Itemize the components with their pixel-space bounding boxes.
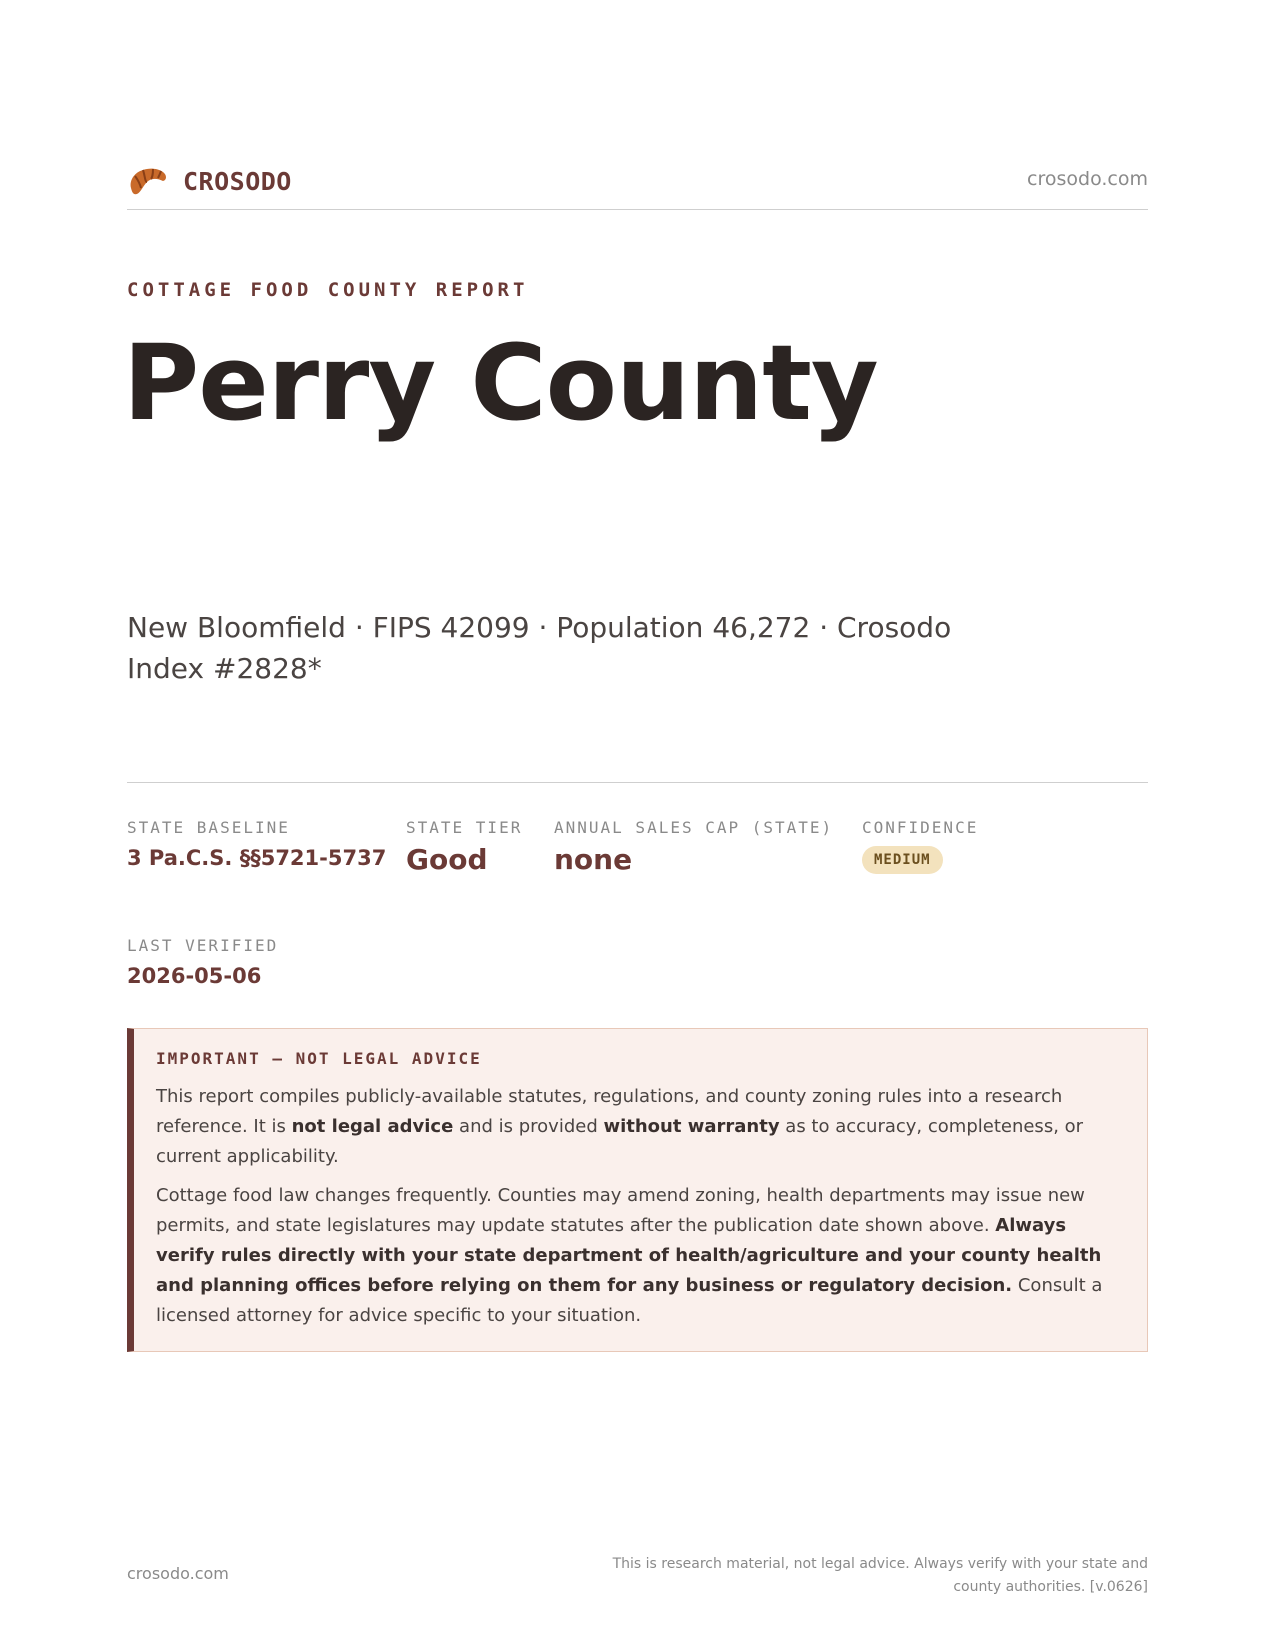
footer-site[interactable]: crosodo.com [127, 1564, 229, 1583]
report-eyebrow: COTTAGE FOOD COUNTY REPORT [127, 279, 529, 301]
page-header [127, 158, 1148, 210]
stat-state-tier [406, 818, 522, 876]
report-subtitle: New Bloomfield · FIPS 42099 · Population 46,272 · Crosodo Index #2828* [127, 611, 952, 685]
notice-text: and is provided [453, 1116, 604, 1137]
stat-state-baseline [127, 818, 386, 870]
notice-emphasis: Always verify rules directly with your state department of health/agriculture and your county health and planning offices before relying on them for any business or regulatory decision. [156, 1215, 1102, 1296]
stat-confidence [862, 818, 978, 874]
stat-last-verified [127, 936, 278, 988]
stat-label: STATE TIER [406, 818, 523, 837]
stat-value: 3 Pa.C.S. §§5721-5737 [127, 846, 387, 870]
stat-label: CONFIDENCE [862, 818, 979, 837]
report-page [123, 0, 1148, 1650]
footer-disclaimer: This is research material, not legal advice. Always verify with your state and county authorities. [v.0626] [612, 1556, 1148, 1595]
section-divider [127, 782, 1148, 783]
brand-name: CROSODO [183, 166, 292, 196]
brand[interactable] [127, 162, 292, 200]
stat-value: none [554, 843, 633, 876]
croissant-icon [127, 162, 169, 200]
stat-value: Good [406, 843, 488, 876]
notice-text: as to accuracy, completeness, or current applicability. [156, 1116, 1084, 1167]
legal-notice [127, 1028, 1148, 1352]
confidence-badge: MEDIUM [862, 846, 943, 874]
notice-text: This report compiles publicly-available statutes, regulations, and county zoning rules into a research reference. It is [156, 1086, 1063, 1137]
notice-emphasis: without warranty [603, 1116, 780, 1137]
stat-sales-cap [554, 818, 833, 876]
notice-paragraph [156, 1082, 1125, 1172]
notice-text: Consult a licensed attorney for advice specific to your situation. [156, 1275, 1103, 1326]
stat-label: ANNUAL SALES CAP (STATE) [554, 818, 834, 837]
stat-value: 2026-05-06 [127, 964, 262, 988]
stat-label: STATE BASELINE [127, 818, 290, 837]
site-url[interactable]: crosodo.com [1027, 168, 1148, 190]
notice-text: Cottage food law changes frequently. Counties may amend zoning, health departments may issue new permits, and state legislatures may update statutes after the publication date shown above. [156, 1185, 1085, 1236]
stat-label: LAST VERIFIED [127, 936, 279, 955]
notice-paragraph [156, 1181, 1125, 1331]
notice-title: IMPORTANT — NOT LEGAL ADVICE [156, 1049, 482, 1068]
notice-emphasis: not legal advice [291, 1116, 454, 1137]
page-title: Perry County [123, 322, 878, 444]
